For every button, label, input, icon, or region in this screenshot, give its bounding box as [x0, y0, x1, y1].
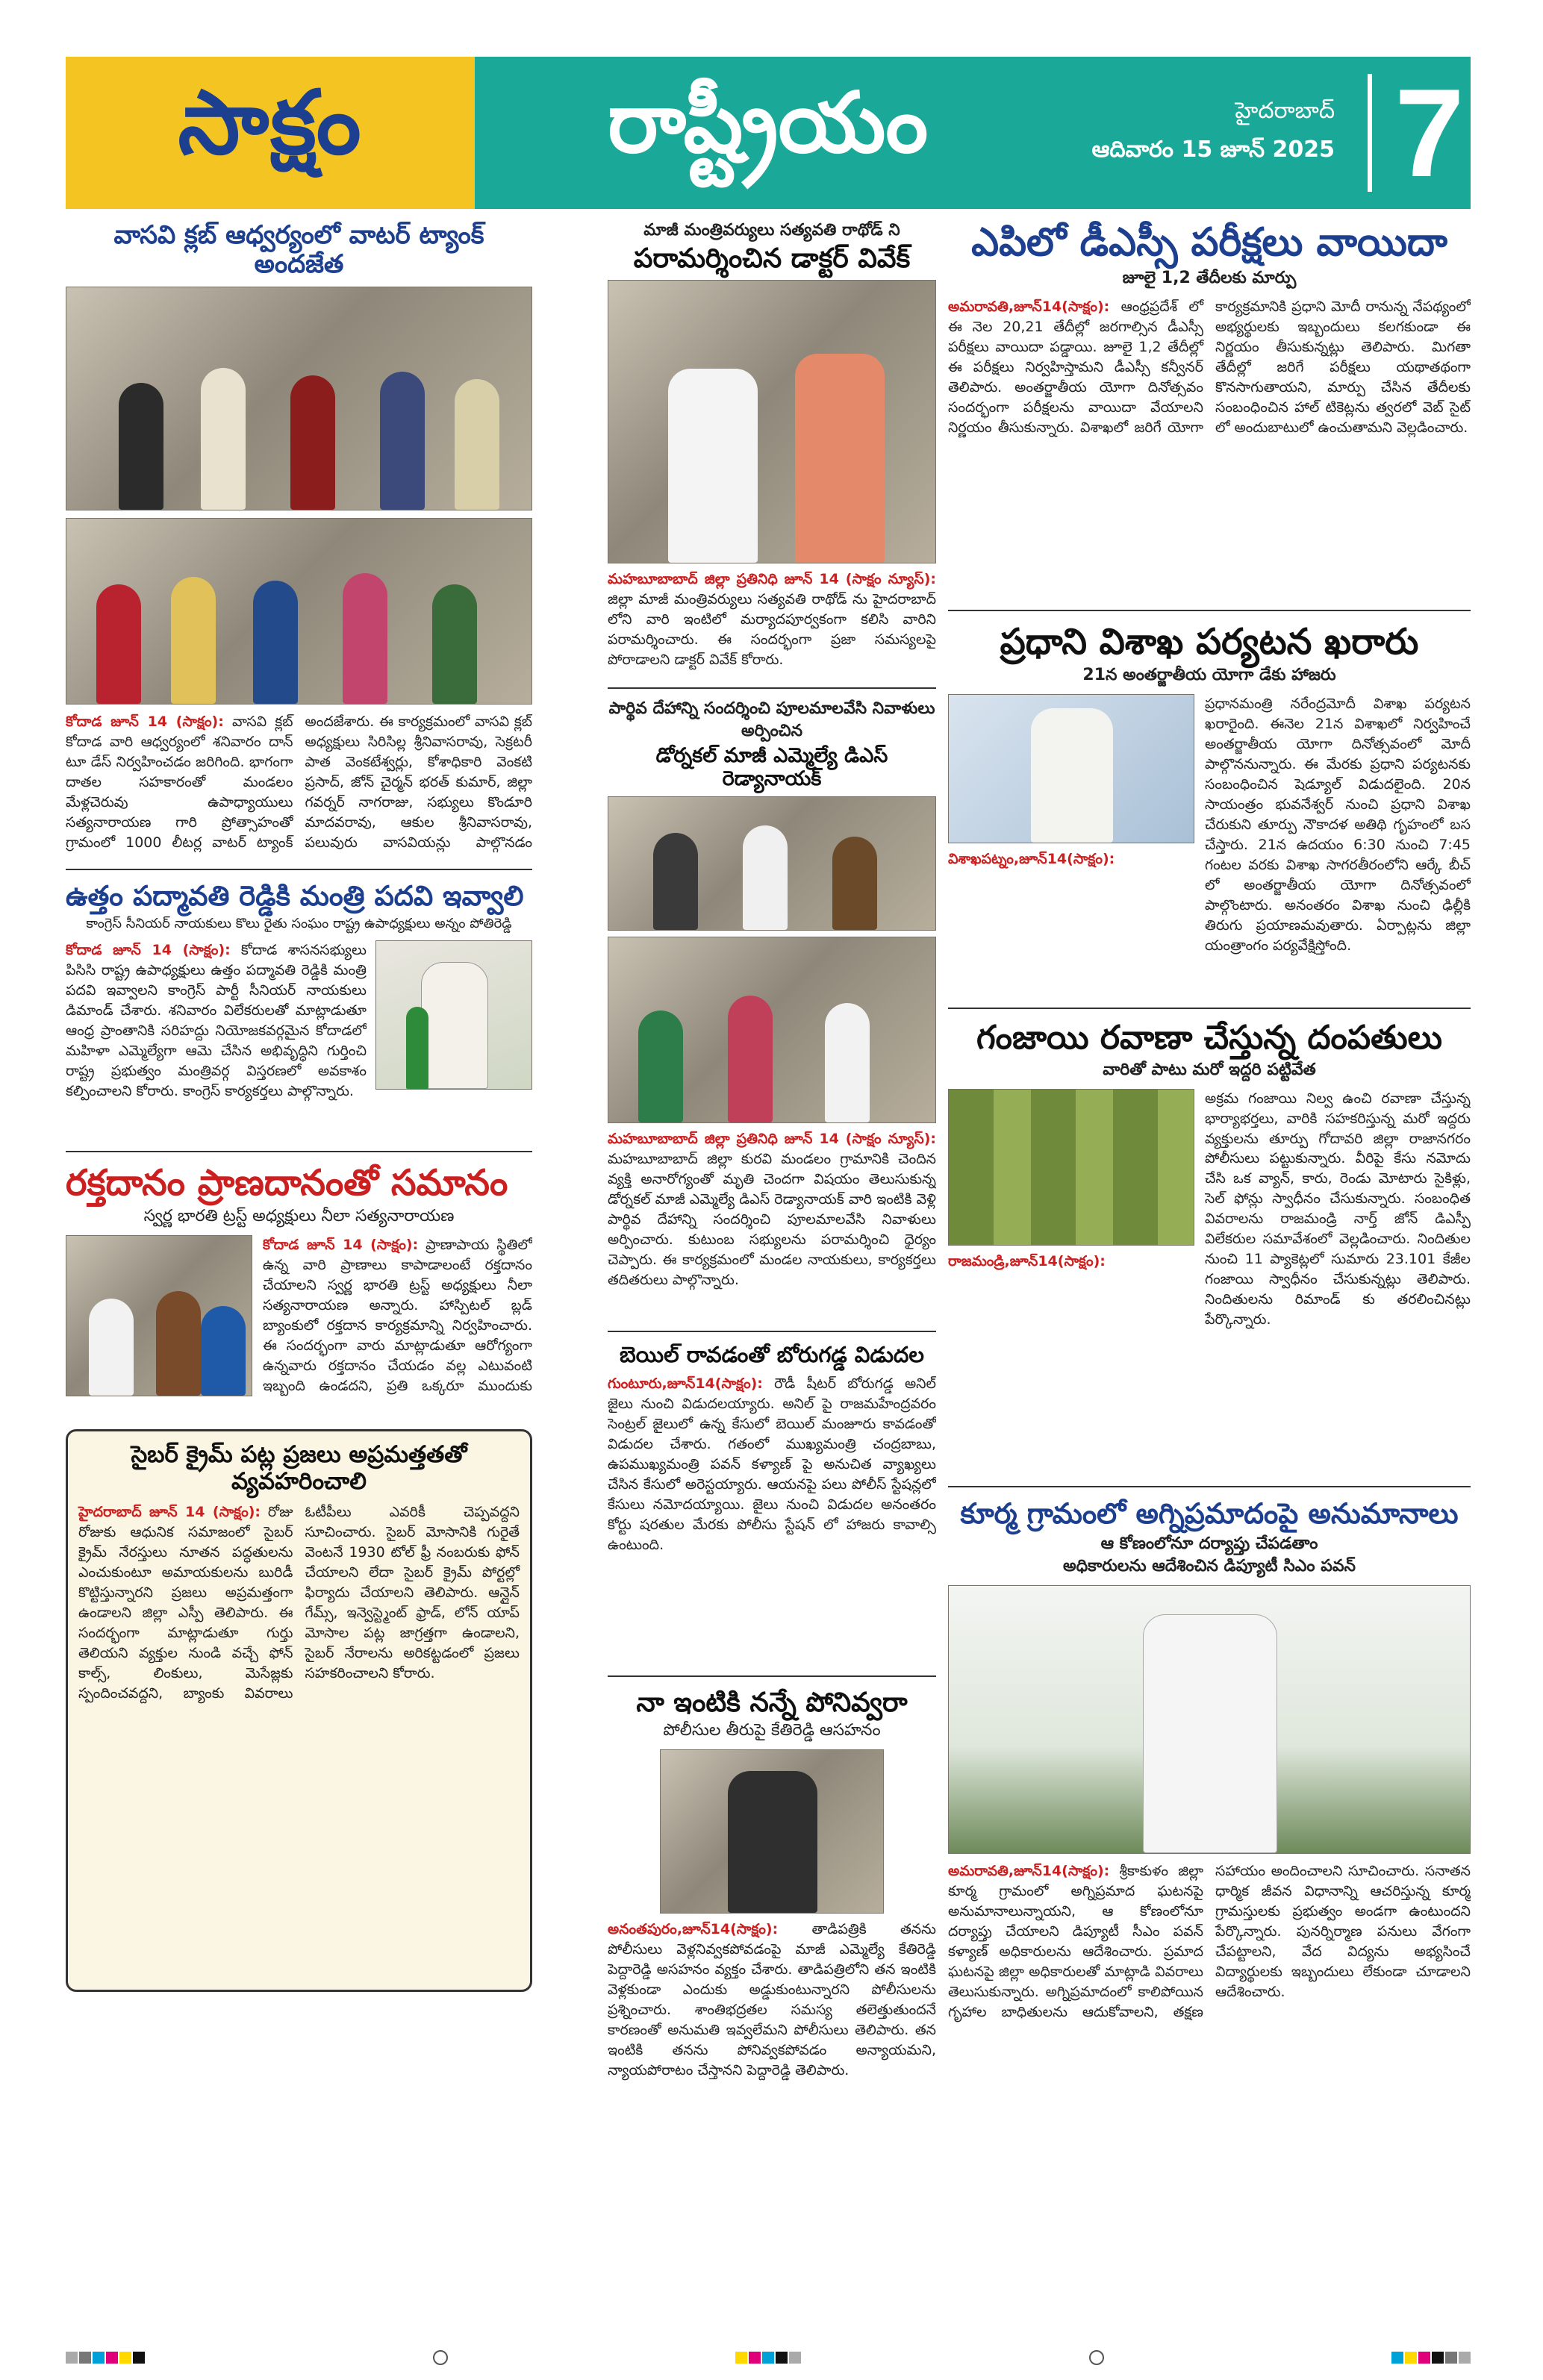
article-body-pm-visit-lead: [948, 849, 1194, 997]
headline-dsc: ఎపిలో డీఎస్సీ పరీక్షలు వాయిదా: [971, 220, 1447, 265]
kicker-tribute: పార్థివ దేహాన్ని సందర్శించి పూలమాలవేసి నివాళులు అర్పించిన: [608, 699, 935, 741]
divider: [608, 1331, 936, 1332]
article-body-borugadda: [608, 1374, 936, 1665]
column-right: [948, 221, 1471, 2270]
color-strip: [1391, 2352, 1471, 2364]
subhead-pm-visit: 21న అంతర్జాతీయ యోగా డేకు హాజరు: [1082, 665, 1336, 684]
headline-cyber-crime: సైబర్ క్రైమ్ పట్ల ప్రజలు అప్రమత్తతతో వ్యవహరించాలి: [131, 1440, 467, 1495]
headline-uttam: ఉత్తం పద్మావతి రెడ్డికి మంత్రి పదవి ఇవ్వాలి: [66, 880, 524, 913]
body-text-vivek: జిల్లా మాజీ మంత్రివర్యులు సత్యవతి రాథోడ్ ను హైదరాబాద్ లోని వారి ఇంటిలో మర్యాదపూర్వకంగా కలిసి వారిని పరామర్శించారు. ఈ సందర్భంగా ప్రజా సమస్యలపై పోరాడాలని డాక్టర్ వివేక్ కోరారు.: [608, 591, 936, 669]
photo-uttam-leader: [375, 940, 532, 1090]
kicker-kurma-1: ఆ కోణంలోనూ దర్యాప్తు చేపడతాం: [1100, 1534, 1318, 1554]
article-body-vasavi: [66, 712, 532, 858]
subhead-dsc: జూలై 1,2 తేదీలకు మార్పు: [1122, 268, 1297, 287]
body-text-dsc: ఆంధ్రప్రదేశ్ లో ఈ నెల 20,21 తేదీల్లో జరగాల్సిన డీఎస్సీ పరీక్షలు వాయిదా పడ్డాయి. జూలై 1,2 తేదీల్లో ఈ పరీక్షలు నిర్వహిస్తామని డీఎస్సీ కన్వీనర్ తెలిపారు. అంతర్జాతీయ యోగా దినోత్సవం సందర్భంగా పరీక్షలను వాయిదా వేయాలని నిర్ణయం తీసుకున్నారు. విశాఖలో జరిగే యోగా కార్యక్రమానికి ప్రధాని మోదీ రానున్న నేపథ్యంలో అభ్యర్థులకు ఇబ్బందులు కలగకుండా ఈ నిర్ణయం తీసుకున్నట్లు తెలిపారు. మిగతా తేదీల్లో జరిగే పరీక్షలు యథాతథంగా కొనసాగుతాయని, మార్పు చేసిన తేదీలకు సంబంధించిన హాల్ టికెట్లను త్వరలో వెబ్ సైట్ లో అందుబాటులో ఉంచుతామని వెల్లడించారు.: [948, 298, 1471, 436]
kicker-kurma-2: అధికారులను ఆదేశించిన డిప్యూటీ సిఎం పవన్: [1063, 1557, 1356, 1576]
body-text-blood-donation: ప్రాణాపాయ స్థితిలో ఉన్న వారి ప్రాణాలు కాపాడాలంటే రక్తదానం చేయాలని స్వర్ణ భారతి ట్రస్ట్ అధ్యక్షులు నీలా సత్యనారాయణ అన్నారు. హాస్పిటల్ బ్లడ్ బ్యాంకులో రక్తదాన కార్యక్రమాన్ని నిర్వహించారు. ఈ సందర్భంగా వారు మాట్లాడుతూ ఆరోగ్యంగా ఉన్నవారు రక్తదానం చేయడం వల్ల ఎటువంటి ఇబ్బంది ఉండదని, ప్రతి ఒక్కరూ ముందుకు: [263, 1236, 532, 1394]
dateline-borugadda: గుంటూరు,జూన్14(సాక్షం):: [608, 1375, 763, 1392]
article-body-uttam: [66, 940, 367, 1140]
column-left: [66, 221, 532, 1992]
headline-ketireddy: నా ఇంటికి నన్నే పోనివ్వరా: [636, 1687, 908, 1718]
subhead-ketireddy: పోలీసుల తీరుపై కేతిరెడ్డి ఆసహనం: [663, 1721, 881, 1740]
headline-tribute: డోర్నకల్ మాజీ ఎమ్మెల్యే డిఎస్ రెడ్యానాయక్: [655, 744, 888, 791]
divider: [948, 1486, 1471, 1487]
dateline-cyber-crime: హైదరాబాద్ జూన్ 14 (సాక్షం):: [78, 1504, 261, 1521]
article-body-ganja: [1205, 1089, 1471, 1475]
subhead-blood-donation: స్వర్ణ భారతి ట్రస్ట్ అధ్యక్షులు నీలా సత్యనారాయణ: [143, 1206, 455, 1225]
masthead: [66, 57, 1471, 209]
dateline-dsc: అమరావతి,జూన్14(సాక్షం):: [948, 298, 1110, 315]
dateline-vasavi: కోదాడ జూన్ 14 (సాక్షం):: [66, 713, 224, 731]
photo-pawan-kalyan: [948, 1585, 1471, 1854]
boxed-article-cyber-crime: [66, 1429, 532, 1992]
section-band: [475, 57, 1471, 209]
headline-borugadda: బెయిల్ రావడంతో బోరుగడ్డ విడుదల: [620, 1342, 924, 1368]
body-text-ganja: అక్రమ గంజాయి నిల్వ ఉంచి రవాణా చేస్తున్న భార్యాభర్తలు, వారికి సహకరిస్తున్న మరో ఇద్దరు వ్యక్తులను తూర్పు గోదావరి జిల్లా రాజానగరం పోలీసులు పట్టుకున్నారు. వీరిపై కేసు నమోదు చేసి ఒక వ్యాన్, కారు, రెండు మోటారు సైకిళ్లు, సెల్ ఫోన్లు స్వాధీనం చేసుకున్నారు. సంబంధిత వివరాలను రాజమండ్రి నార్త్ జోన్ డిఎస్పీ విలేకరుల సమావేశంలో వెల్లడించారు. నిందితుల నుంచి 11 ప్యాకెట్లలో సుమారు 23.101 కేజీల గంజాయి స్వాధీనం చేసుకున్నట్లు తెలిపారు. నిందితులను రిమాండ్ కు తరలించినట్లు పేర్కొన్నారు.: [1205, 1090, 1471, 1328]
article-body-cyber-crime: [78, 1502, 520, 1704]
photo-blood-donation: [66, 1235, 252, 1396]
article-body-dsc: [948, 297, 1471, 599]
page-number: 7: [1394, 63, 1465, 203]
article-body-ganja-lead: [948, 1252, 1194, 1475]
divider: [948, 610, 1471, 611]
article-body-ketireddy: [608, 1920, 936, 2154]
dateline-ganja: రాజమండ్రి,జూన్14(సాక్షం):: [948, 1252, 1106, 1269]
photo-pm: [948, 694, 1194, 843]
headline-blood-donation: రక్తదానం ప్రాణదానంతో సమానం: [66, 1161, 508, 1204]
headline-ganja: గంజాయి రవాణా చేస్తున్న దంపతులు: [976, 1018, 1443, 1057]
headline-pm-visit: ప్రధాని విశాఖ పర్యటన ఖరారు: [1000, 620, 1419, 663]
photo-vasavi-2: [66, 518, 532, 705]
article-body-kurma-fire: [948, 1861, 1471, 2270]
divider: [608, 1675, 936, 1677]
divider: [948, 1008, 1471, 1009]
headline-vasavi: వాసవి క్లబ్ ఆధ్వర్యంలో వాటర్ ట్యాంక్ అందజేత: [113, 220, 484, 280]
body-text-cyber-crime: రోజు రోజుకు ఆధునిక సమాజంలో సైబర్ క్రైమ్ నేరస్తులు నూతన పద్ధతులను ఎంచుకుంటూ అమాయకులను బురిడీ కొట్టిస్తున్నారని ప్రజలు అప్రమత్తంగా ఉండాలని జిల్లా ఎస్పీ తెలిపారు. ఈ సందర్భంగా మాట్లాడుతూ గుర్తు తెలియని వ్యక్తుల నుండి వచ్చే ఫోన్ కాల్స్, లింకులు, మెసేజ్లకు స్పందించవద్దని, బ్యాంకు వివరాలు ఓటీపీలు ఎవరికీ చెప్పవద్దని సూచించారు. సైబర్ మోసానికి గురైతే వెంటనే 1930 టోల్ ఫ్రీ నంబరుకు ఫోన్ చేయాలని లేదా సైబర్ క్రైమ్ పోర్టల్లో ఫిర్యాదు చేయాలని తెలిపారు. ఆన్లైన్ గేమ్స్, ఇన్వెస్ట్మెంట్ ఫ్రాడ్, లోన్ యాప్ మోసాల పట్ల జాగ్రత్తగా ఉండాలని, సైబర్ నేరాలను అరికట్టడంలో ప్రజలు సహకరించాలని కోరారు.: [78, 1504, 520, 1702]
body-text-uttam: కోదాడ శాసనసభ్యులు పిసిసి రాష్ట్ర ఉపాధ్యక్షులు ఉత్తం పద్మావతి రెడ్డికి మంత్రి పదవి ఇవ్వాలని కాంగ్రెస్ పార్టీ సీనియర్ నాయకులు డిమాండ్ చేశారు. శనివారం విలేకరులతో మాట్లాడుతూ ఆంధ్ర ప్రాంతానికి సరిహద్దు నియోజకవర్గమైన కోదాడలో మహిళా ఎమ్మెల్యేగా ఆమె చేసిన అభివృద్ధిని గుర్తించి రాష్ట్ర ప్రభుత్వం మంత్రివర్గ విస్తరణలో అవకాశం కల్పించాలని కోరారు. కాంగ్రెస్ కార్యకర్తలు పాల్గొన్నారు.: [66, 941, 367, 1099]
article-body-blood-donation: [263, 1235, 532, 1396]
dateline-uttam: కోదాడ జూన్ 14 (సాక్షం):: [66, 941, 231, 958]
color-strip: [66, 2352, 145, 2364]
dateline-ketireddy: అనంతపురం,జూన్14(సాక్షం):: [608, 1921, 779, 1938]
body-text-borugadda: రౌడీ షీటర్ బోరుగడ్డ అనిల్ జైలు నుంచి విడుదలయ్యారు. అనిల్ పై రాజమహేంద్రవరం సెంట్రల్ జైలులో ఉన్న కేసులో బెయిల్ మంజూరు కావడంతో విడుదల చేశారు. గతంలో ముఖ్యమంత్రి చంద్రబాబు, ఉపముఖ్యమంత్రి పవన్ కళ్యాణ్ పై అనుచిత వ్యాఖ్యలు చేసిన కేసులో అరెస్టయ్యారు. ఆయనపై పలు పోలీస్ స్టేషన్లలో కేసులు నమోదయ్యాయి. జైలు నుంచి విడుదల అనంతరం కోర్టు షరతుల మేరకు పోలీసు స్టేషన్ లో హాజరు కావాల్సి ఉంటుంది.: [608, 1375, 936, 1553]
edition-date: ఆదివారం 15 జూన్ 2025: [1091, 137, 1335, 163]
photo-tribute-2: [608, 937, 936, 1123]
body-text-kurma-fire: శ్రీకాకుళం జిల్లా కూర్మ గ్రామంలో అగ్నిప్రమాద ఘటనపై అనుమానాలున్నాయని, ఆ కోణంలోనూ దర్యాప్తు చేయాలని డిప్యూటీ సీఎం పవన్ కళ్యాణ్ అధికారులను ఆదేశించారు. ప్రమాద ఘటనపై జిల్లా అధికారులతో మాట్లాడి వివరాలు తెలుసుకున్నారు. అగ్నిప్రమాదంలో కాలిపోయిన గృహాల బాధితులను ఆదుకోవాలని, తక్షణ సహాయం అందించాలని సూచించారు. సనాతన ధార్మిక జీవన విధానాన్ని ఆచరిస్తున్న కూర్మ గ్రామస్తులకు ప్రభుత్వం అండగా ఉంటుందని పేర్కొన్నారు. పునర్నిర్మాణ పనులు వేగంగా చేపట్టాలని, వేద విద్యను అభ్యసించే విద్యార్థులకు ఇబ్బందులు లేకుండా చూడాలని ఆదేశించారు.: [948, 1863, 1471, 2021]
edition-city: హైదరాబాద్: [1235, 98, 1335, 124]
body-text-pm-visit: ప్రధానమంత్రి నరేంద్రమోదీ విశాఖ పర్యటన ఖరారైంది. ఈనెల 21న విశాఖలో నిర్వహించే అంతర్జాతీయ యోగా దినోత్సవంలో మోదీ పాల్గొననున్నారు. ఈ మేరకు ప్రధాని పర్యటనకు సంబంధించిన షెడ్యూల్ విడుదలైంది. 20న సాయంత్రం భువనేశ్వర్ నుంచి ప్రధాని విశాఖ చేరుకుని తూర్పు నౌకాదళ అతిథి గృహంలో బస చేస్తారు. 21న ఉదయం 6:30 నుంచి 7:45 గంటల వరకు విశాఖ సాగరతీరంలోని ఆర్కే బీచ్ లో అంతర్జాతీయ యోగా దినోత్సవంలో పాల్గొంటారు. అనంతరం విశాఖ నుంచి ఢిల్లీకి తిరుగు ప్రయాణమవుతారు. ఏర్పాట్లను జిల్లా యంత్రాంగం పర్యవేక్షిస్తోంది.: [1205, 695, 1471, 954]
body-text-tribute: మహబూబాబాద్ జిల్లా కురవి మండలం గ్రామానికి చెందిన వ్యక్తి అనారోగ్యంతో మృతి చెందగా విషయం తెలుసుకున్న డోర్నకల్ మాజీ ఎమ్మెల్యే డిఎస్ రెడ్యానాయక్ వారి ఇంటికి వెళ్లి పార్థివ దేహాన్ని సందర్శించి పూలమాలవేసి నివాళులు అర్పించారు. కుటుంబ సభ్యులను పరామర్శించి ధైర్యం చెప్పారు. ఈ కార్యక్రమంలో మండల నాయకులు, కార్యకర్తలు తదితరులు పాల్గొన్నారు.: [608, 1151, 936, 1289]
photo-vasavi-1: [66, 287, 532, 510]
headline-vivek: పరామర్శించిన డాక్టర్ వివేక్: [633, 243, 911, 274]
dateline-tribute: మహబూబాబాద్ జిల్లా ప్రతినిధి జూన్ 14 (సాక్షం న్యూస్):: [608, 1131, 936, 1148]
body-text-ketireddy: తాడిపత్రికి తనను పోలీసులు వెళ్లనివ్వకపోవడంపై మాజీ ఎమ్మెల్యే కేతిరెడ్డి పెద్దారెడ్డి అసహనం వ్యక్తం చేశారు. తాడిపత్రిలోని తన ఇంటికి వెళ్లకుండా ఎందుకు అడ్డుకుంటున్నారని పోలీసులను ప్రశ్నించారు. శాంతిభద్రతల సమస్య తలెత్తుతుందనే కారణంతో అనుమతి ఇవ్వలేమని పోలీసులు తెలిపారు. తన ఇంటికి తనను పోనివ్వకపోవడం అన్యాయమని, న్యాయపోరాటం చేస్తానని పెద్దారెడ్డి తెలిపారు.: [608, 1921, 936, 2078]
photo-vivek: [608, 280, 936, 563]
dateline-block: [1091, 98, 1351, 168]
article-body-pm-visit: [1205, 694, 1471, 997]
dateline-blood-donation: కోదాడ జూన్ 14 (సాక్షం):: [263, 1236, 419, 1253]
kicker-vivek: మాజీ మంత్రివర్యులు సత్యవతి రాథోడ్ ని: [643, 221, 900, 240]
dateline-vivek: మహబూబాబాద్ జిల్లా ప్రతినిధి జూన్ 14 (సాక్షం న్యూస్):: [608, 571, 936, 588]
dateline-kurma-fire: అమరావతి,జూన్14(సాక్షం):: [948, 1863, 1110, 1880]
subhead-uttam: కాంగ్రెస్ సీనియర్ నాయకులు కొలు రైతు సంఘం రాష్ట్ర ఉపాధ్యక్షులు అన్నం పోతిరెడ్డి: [86, 915, 512, 931]
registration-mark: [1089, 2350, 1104, 2365]
color-strip: [735, 2352, 801, 2364]
registration-mark: [433, 2350, 448, 2365]
column-middle: [608, 221, 936, 2154]
article-body-tribute: [608, 1129, 936, 1320]
divider: [66, 869, 532, 870]
photo-ketireddy: [660, 1749, 884, 1914]
divider: [66, 1151, 532, 1152]
photo-tribute-1: [608, 796, 936, 931]
newspaper-logo: సాక్షం: [66, 57, 475, 209]
headline-kurma-fire: కూర్మ గ్రామంలో అగ్నిప్రమాదంపై అనుమానాలు: [960, 1496, 1459, 1530]
subhead-ganja: వారితో పాటు మరో ఇద్దరి పట్టివేత: [1103, 1060, 1316, 1079]
photo-ganja-packets: [948, 1089, 1194, 1246]
divider: [608, 687, 936, 689]
masthead-divider: [1368, 74, 1372, 192]
dateline-pm-visit: విశాఖపట్నం,జూన్14(సాక్షం):: [948, 850, 1115, 867]
print-registration-bar: [66, 2349, 1471, 2366]
section-title: రాష్ట్రీయం: [608, 73, 929, 172]
article-body-vivek: [608, 569, 936, 677]
body-text-vasavi: వాసవి క్లబ్ కోదాడ వారి ఆధ్వర్యంలో శనివారం దాన్ టూ డేస్ నిర్వహించడం జరిగింది. భాగంగా దాతల సహకారంతో మండలం మేళ్లచెరువు ఉపాధ్యాయులు సత్యనారాయణ గారి ప్రోత్సాహంతో గ్రామంలో 1000 లీటర్ల వాటర్ ట్యాంక్ అందజేశారు. ఈ కార్యక్రమంలో వాసవి క్లబ్ అధ్యక్షులు సిరిసిల్ల శ్రీనివాసరావు, సెక్రటరీ పాత వెంకటేశ్వర్లు, కోశాధికారి వెంకటి ప్రసాద్, జోన్ చైర్మన్ భరత్ కుమార్, జిల్లా గవర్నర్ నాగరాజు, సభ్యులు కొండూరి మాదవరావు, ఆకుల శ్రీనివాసరావు, పలువురు వాసవియన్లు పాల్గొనడం: [66, 713, 532, 851]
